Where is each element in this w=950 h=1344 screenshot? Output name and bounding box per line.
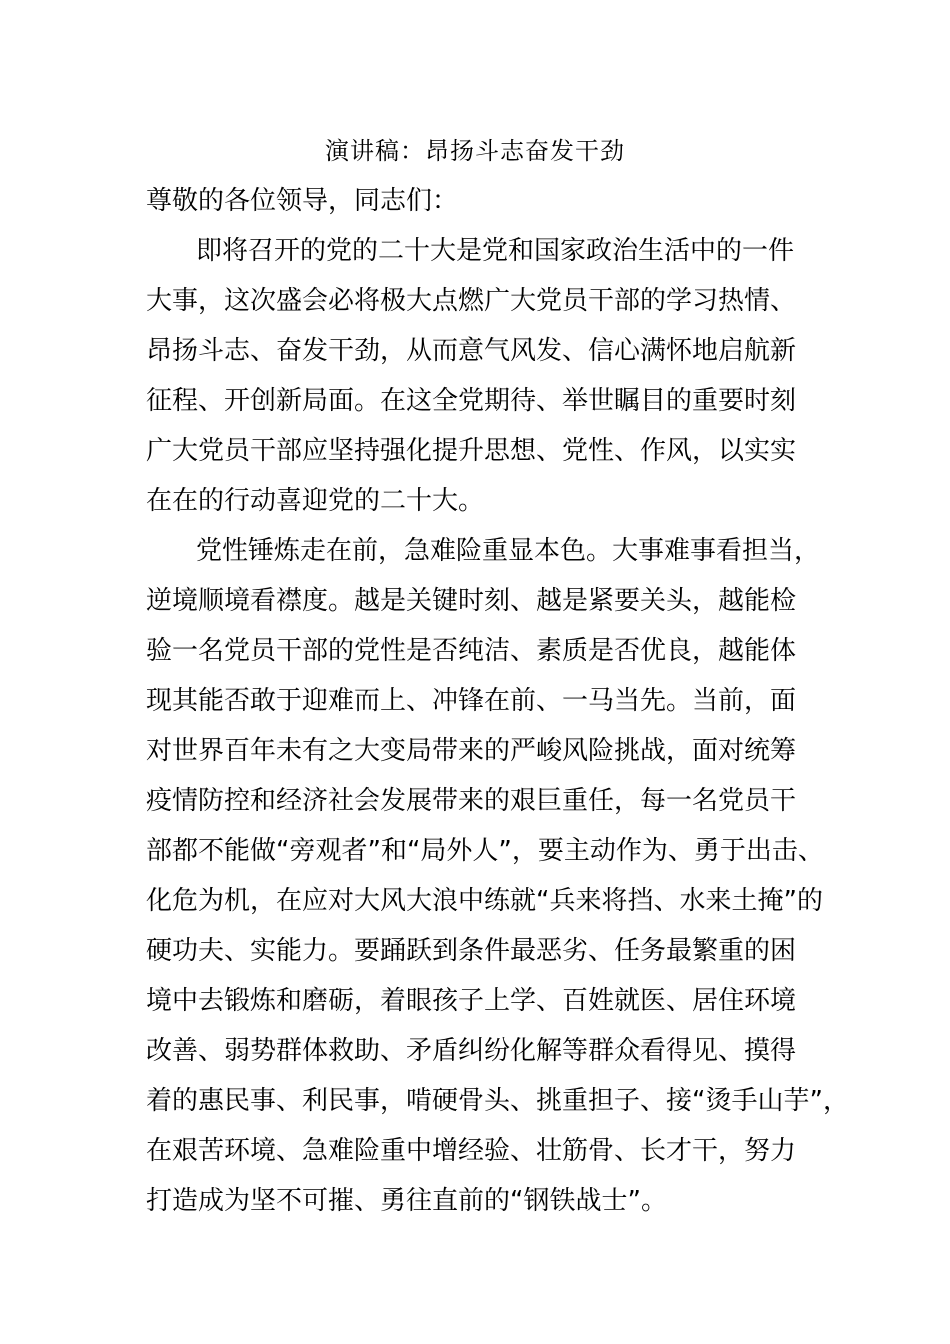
paragraph-line: 对世界百年未有之大变局带来的严峻风险挑战，面对统筹 <box>146 736 797 766</box>
document-title: 演讲稿：昂扬斗志奋发干劲 <box>325 137 625 165</box>
paragraph-line: 境中去锻炼和磨砺，着眼孩子上学、百姓就医、居住环境 <box>146 986 797 1016</box>
paragraph-line: 广大党员干部应坚持强化提升思想、党性、作风，以实实 <box>146 436 797 466</box>
paragraph-line: 打造成为坚不可摧、勇往直前的“钢铁战士”。 <box>146 1186 667 1216</box>
paragraph-line: 改善、弱势群体救助、矛盾纠纷化解等群众看得见、摸得 <box>146 1036 797 1066</box>
paragraph-line: 硬功夫、实能力。要踊跃到条件最恶劣、任务最繁重的困 <box>146 936 797 966</box>
paragraph-line: 验一名党员干部的党性是否纯洁、素质是否优良，越能体 <box>146 636 797 666</box>
paragraph-2 <box>146 526 849 1226</box>
paragraph-line: 部都不能做“旁观者”和“局外人”，要主动作为、勇于出击、 <box>146 836 824 866</box>
paragraph-line: 党性锤炼走在前，急难险重显本色。大事难事看担当， <box>196 536 821 566</box>
paragraph-line: 化危为机，在应对大风大浪中练就“兵来将挡、水来土掩”的 <box>146 886 823 916</box>
paragraph-line: 在艰苦环境、急难险重中增经验、壮筋骨、长才干，努力 <box>146 1136 797 1166</box>
paragraph-1 <box>146 226 846 526</box>
paragraph-line: 逆境顺境看襟度。越是关键时刻、越是紧要关头，越能检 <box>146 586 797 616</box>
paragraph-line: 现其能否敢于迎难而上、冲锋在前、一马当先。当前，面 <box>146 686 797 716</box>
paragraph-line: 即将召开的党的二十大是党和国家政治生活中的一件 <box>196 236 795 266</box>
paragraph-line: 昂扬斗志、奋发干劲，从而意气风发、信心满怀地启航新 <box>146 336 797 366</box>
salutation: 尊敬的各位领导，同志们： <box>146 186 459 216</box>
paragraph-line: 大事，这次盛会必将极大点燃广大党员干部的学习热情、 <box>146 286 797 316</box>
paragraph-line: 征程、开创新局面。在这全党期待、举世瞩目的重要时刻 <box>146 386 797 416</box>
paragraph-line: 着的惠民事、利民事，啃硬骨头、挑重担子、接“烫手山芋”， <box>146 1086 849 1116</box>
paragraph-line: 在在的行动喜迎党的二十大。 <box>146 486 485 516</box>
paragraph-line: 疫情防控和经济社会发展带来的艰巨重任，每一名党员干 <box>146 786 797 816</box>
